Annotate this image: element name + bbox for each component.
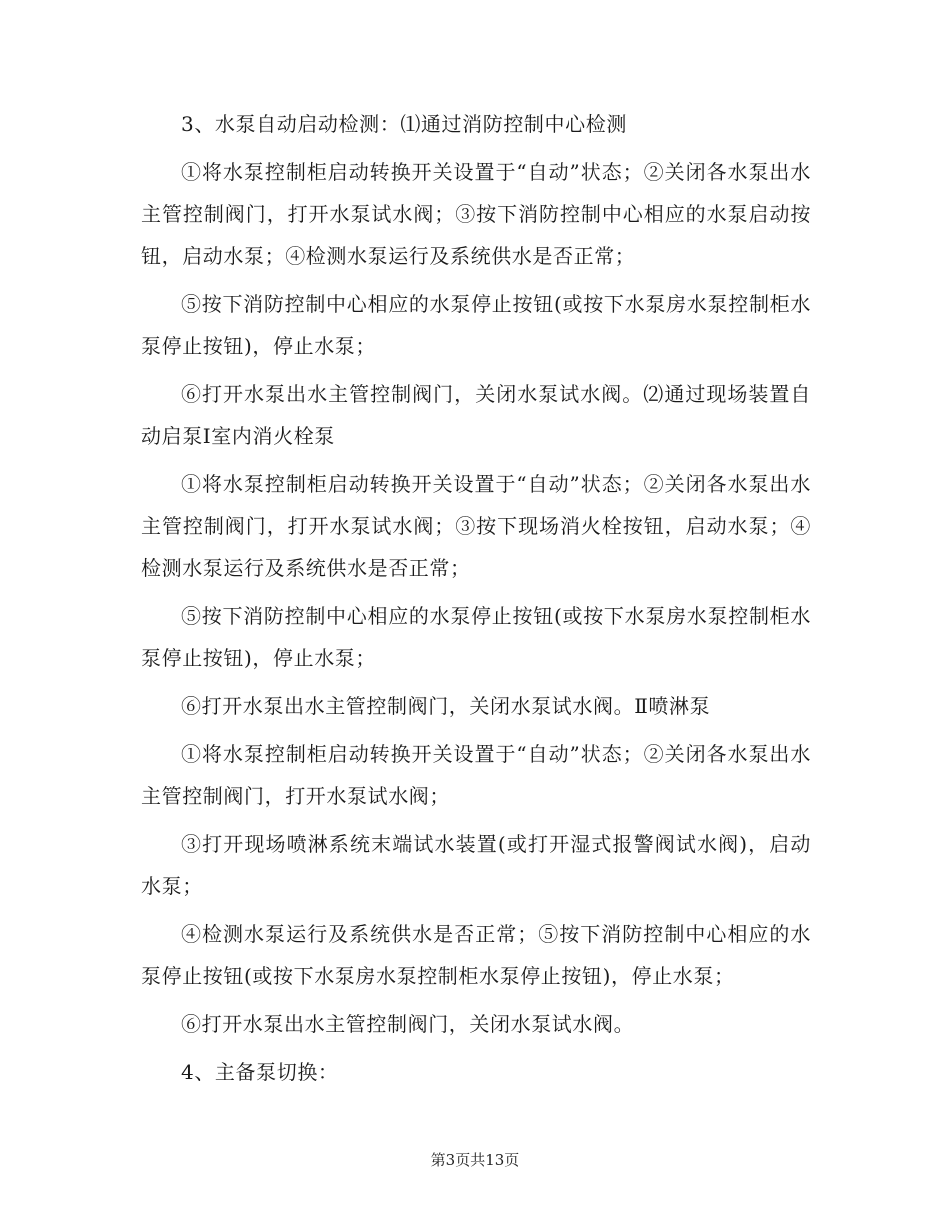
paragraph-control-center-step-5: ⑤按下消防控制中心相应的水泵停止按钮(或按下水泵房水泵控制柜水泵停止按钮)，停止水泵； xyxy=(141,292,811,358)
paragraph-sprinkler-steps-1-2: ①将水泵控制柜启动转换开关设置于“自动”状态；②关闭各水泵出水主管控制阀门，打开水泵试水阀； xyxy=(141,742,811,808)
paragraph-hydrant-step-5: ⑤按下消防控制中心相应的水泵停止按钮(或按下水泵房水泵控制柜水泵停止按钮)，停止水泵； xyxy=(141,604,811,670)
document-body xyxy=(141,103,811,1099)
paragraph-control-center-steps-1-4: ①将水泵控制柜启动转换开关设置于“自动”状态；②关闭各水泵出水主管控制阀门，打开水泵试水阀；③按下消防控制中心相应的水泵启动按钮，启动水泵；④检测水泵运行及系统供水是否正常； xyxy=(141,160,811,268)
paragraph-sprinkler-step-6: ⑥打开水泵出水主管控制阀门，关闭水泵试水阀。 xyxy=(181,1012,635,1036)
paragraph-pump-switchover-title: 4、主备泵切换： xyxy=(181,1060,339,1084)
paragraph-control-center-step-6: ⑥打开水泵出水主管控制阀门，关闭水泵试水阀。⑵通过现场装置自动启泵Ⅰ室内消火栓泵 xyxy=(141,382,811,448)
paragraph-sprinkler-step-3: ③打开现场喷淋系统末端试水装置(或打开湿式报警阀试水阀)，启动水泵； xyxy=(141,832,811,898)
paragraph-pump-auto-start-title: 3、水泵自动启动检测：⑴通过消防控制中心检测 xyxy=(181,112,627,136)
paragraph-hydrant-step-6: ⑥打开水泵出水主管控制阀门，关闭水泵试水阀。Ⅱ喷淋泵 xyxy=(181,694,711,718)
paragraph-sprinkler-steps-4-5: ④检测水泵运行及系统供水是否正常；⑤按下消防控制中心相应的水泵停止按钮(或按下水泵房水泵控制柜水泵停止按钮)，停止水泵； xyxy=(141,922,811,988)
paragraph-hydrant-steps-1-4: ①将水泵控制柜启动转换开关设置于“自动”状态；②关闭各水泵出水主管控制阀门，打开水泵试水阀；③按下现场消火栓按钮，启动水泵；④检测水泵运行及系统供水是否正常； xyxy=(141,472,811,580)
page-number-footer: 第3页共13页 xyxy=(430,1151,520,1169)
